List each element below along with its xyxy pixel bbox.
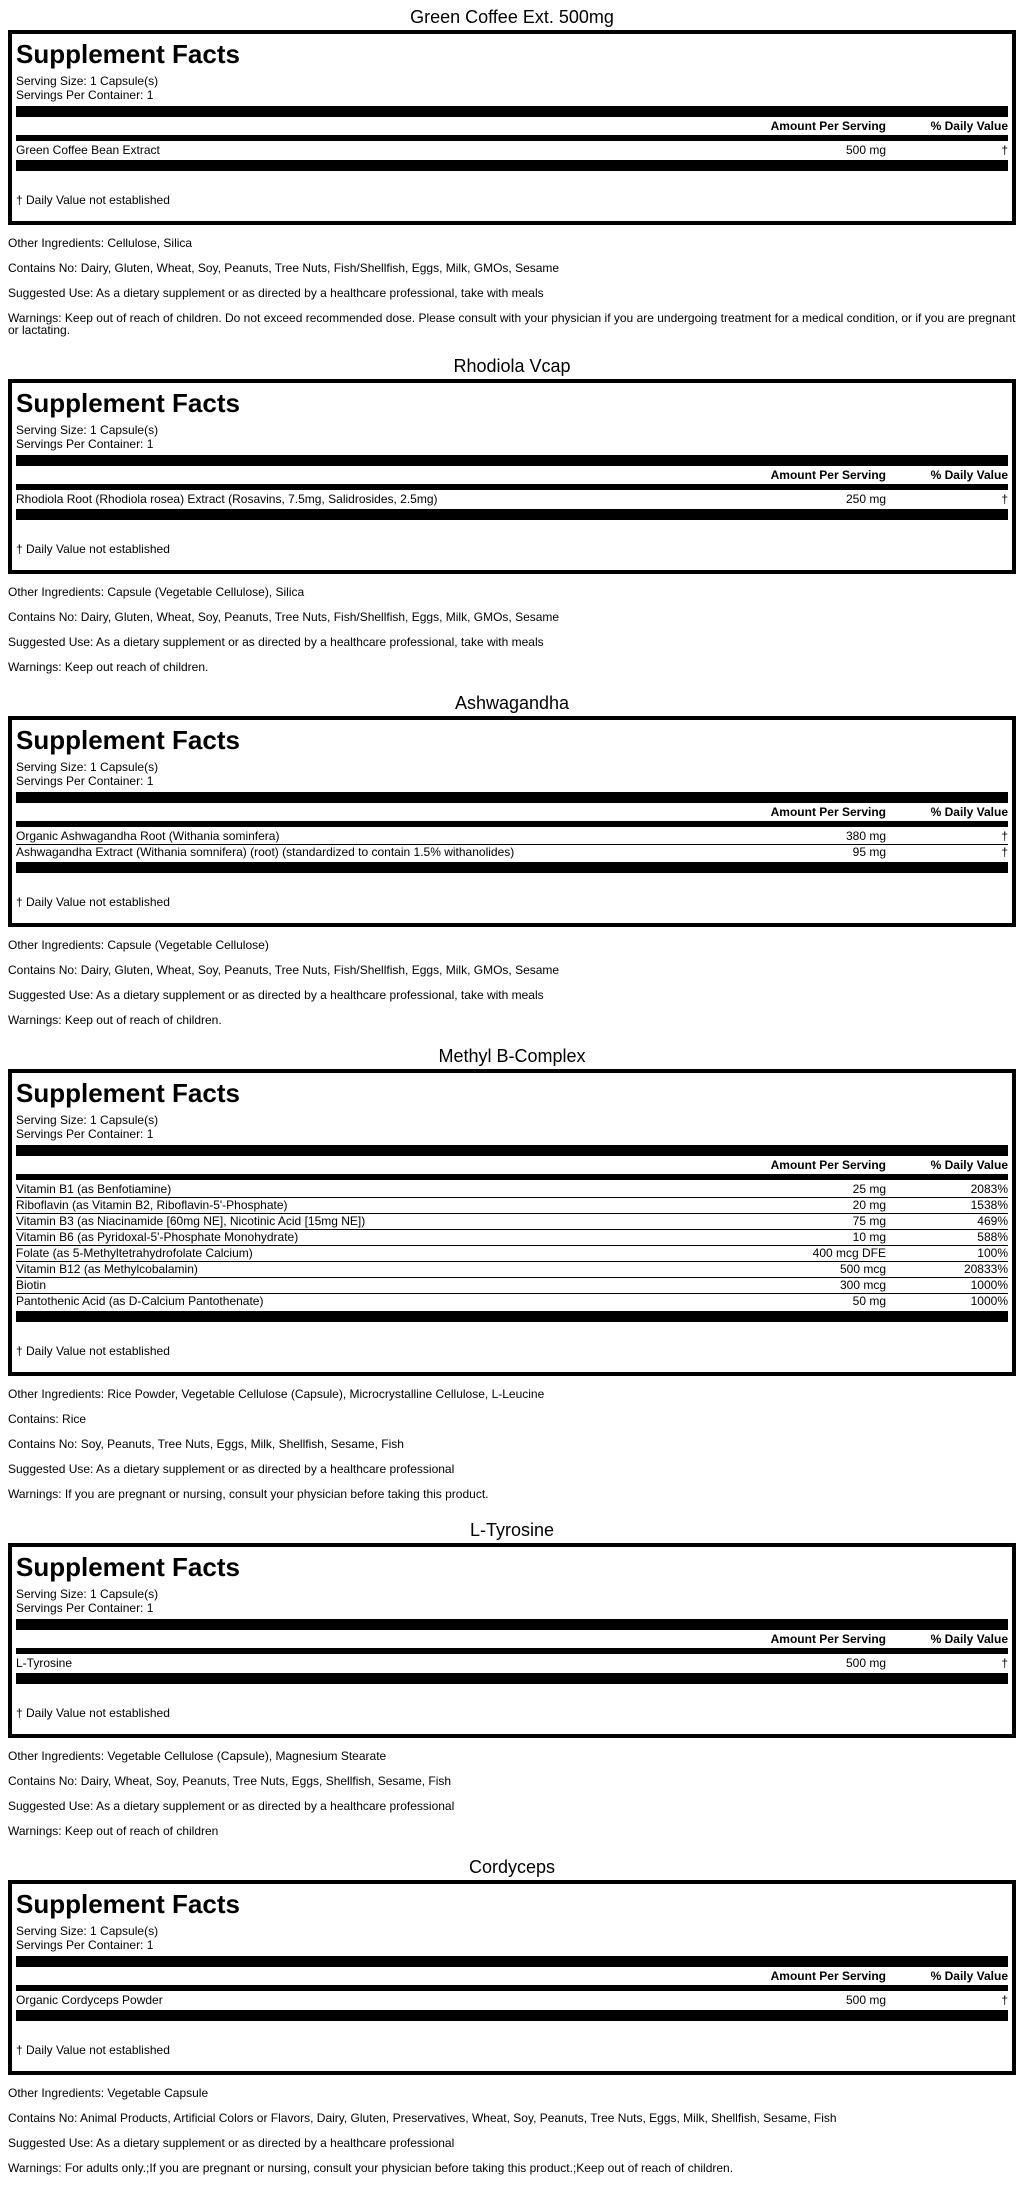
info-line: Suggested Use: As a dietary supplement or as directed by a healthcare professional xyxy=(8,1799,455,1813)
ingredient-amount: 20 mg xyxy=(746,1198,886,1214)
ingredient-name: Vitamin B6 (as Pyridoxal-5'-Phosphate Monohydrate) xyxy=(16,1230,746,1246)
info-line: Warnings: Keep out reach of children. xyxy=(8,660,209,674)
info-line: Contains No: Dairy, Gluten, Wheat, Soy, Peanuts, Tree Nuts, Fish/Shellfish, Eggs, Milk, GMOs, Sesame xyxy=(8,261,560,275)
name-column-header xyxy=(16,1632,746,1648)
info-line: Other Ingredients: Vegetable Capsule xyxy=(8,2086,209,2100)
info-line: Contains No: Soy, Peanuts, Tree Nuts, Eggs, Milk, Shellfish, Sesame, Fish xyxy=(8,1437,404,1451)
dv-column-header: % Daily Value xyxy=(930,119,1008,133)
info-line: Suggested Use: As a dietary supplement or as directed by a healthcare professional, take with meals xyxy=(8,988,544,1002)
ingredient-name: Vitamin B3 (as Niacinamide [60mg NE], Nicotinic Acid [15mg NE]) xyxy=(16,1214,746,1230)
ingredient-amount: 75 mg xyxy=(746,1214,886,1230)
facts-heading: Supplement Facts xyxy=(16,39,240,69)
ingredient-daily-value: † xyxy=(886,845,1008,861)
info-line: Other Ingredients: Cellulose, Silica xyxy=(8,236,193,250)
table-header-row xyxy=(16,805,1008,821)
facts-table-body xyxy=(16,829,1008,860)
ingredient-amount: 500 mg xyxy=(845,1656,886,1670)
ingredient-daily-value: 1538% xyxy=(886,1198,1008,1214)
amount-column-header: Amount Per Serving xyxy=(770,1158,886,1172)
divider-bar xyxy=(16,1174,1008,1180)
table-header-row xyxy=(16,1632,1008,1648)
ingredient-amount: 10 mg xyxy=(746,1230,886,1246)
ingredient-amount: 500 mg xyxy=(845,143,886,157)
product-title: Ashwagandha xyxy=(454,693,570,713)
divider-bar xyxy=(16,1145,1008,1156)
product-section xyxy=(8,349,1016,673)
product-title: Cordyceps xyxy=(468,1857,556,1877)
divider-bar xyxy=(16,1648,1008,1654)
ingredient-daily-value: † xyxy=(1001,1993,1008,2007)
footnote: † Daily Value not established xyxy=(16,1706,170,1720)
info-line: Contains: Rice xyxy=(8,1412,87,1426)
ingredient-amount: 250 mg xyxy=(845,492,886,506)
table-row xyxy=(16,1246,1008,1262)
ingredient-amount: 25 mg xyxy=(852,1182,886,1196)
table-row xyxy=(16,1214,1008,1230)
divider-bar xyxy=(16,106,1008,117)
ingredient-name: Biotin xyxy=(16,1278,746,1294)
footnote: † Daily Value not established xyxy=(16,193,170,207)
divider-bar xyxy=(16,792,1008,803)
dv-column-header: % Daily Value xyxy=(930,468,1008,482)
dv-column-header: % Daily Value xyxy=(930,1969,1008,1983)
name-column-header xyxy=(16,468,746,484)
ingredient-daily-value: 469% xyxy=(886,1214,1008,1230)
ingredient-name: Organic Cordyceps Powder xyxy=(16,1993,163,2007)
facts-table xyxy=(16,119,1008,135)
product-list xyxy=(8,0,1016,2174)
divider-bar xyxy=(16,2010,1008,2021)
facts-table-body xyxy=(16,1182,1008,1309)
ingredient-daily-value: † xyxy=(1001,492,1008,506)
ingredient-daily-value: 1000% xyxy=(886,1278,1008,1294)
product-info xyxy=(8,586,1016,673)
product-info xyxy=(8,939,1016,1026)
servings-per-container: Servings Per Container: 1 xyxy=(16,437,154,451)
table-header-row xyxy=(16,1969,1008,1985)
divider-bar xyxy=(16,821,1008,827)
divider-bar xyxy=(16,455,1008,466)
table-row xyxy=(16,1294,1008,1310)
table-row xyxy=(16,829,1008,845)
facts-table xyxy=(16,1158,1008,1174)
name-column-header xyxy=(16,805,746,821)
table-row xyxy=(16,143,1008,158)
facts-heading: Supplement Facts xyxy=(16,1552,240,1582)
ingredient-amount: 50 mg xyxy=(746,1294,886,1310)
dv-column-header: % Daily Value xyxy=(930,1632,1008,1646)
table-row xyxy=(16,1656,1008,1671)
amount-column-header: Amount Per Serving xyxy=(770,468,886,482)
facts-table xyxy=(16,1632,1008,1648)
facts-heading: Supplement Facts xyxy=(16,1889,240,1919)
serving-size: Serving Size: 1 Capsule(s) xyxy=(16,760,159,774)
product-title: L-Tyrosine xyxy=(469,1520,555,1540)
footnote: † Daily Value not established xyxy=(16,1344,170,1358)
divider-bar xyxy=(16,1985,1008,1991)
table-row xyxy=(16,1278,1008,1294)
servings-per-container: Servings Per Container: 1 xyxy=(16,1601,154,1615)
info-line: Other Ingredients: Capsule (Vegetable Cellulose), Silica xyxy=(8,585,305,599)
name-column-header xyxy=(16,1158,746,1174)
info-line: Warnings: For adults only.;If you are pregnant or nursing, consult your physician before taking this product.;Keep out of reach of children. xyxy=(8,2161,734,2175)
table-row xyxy=(16,1262,1008,1278)
product-section xyxy=(8,1850,1016,2174)
facts-table xyxy=(16,468,1008,484)
product-title: Rhodiola Vcap xyxy=(453,356,571,376)
ingredient-name: Organic Ashwagandha Root (Withania sominfera) xyxy=(16,829,280,843)
product-info xyxy=(8,1750,1016,1837)
info-line: Suggested Use: As a dietary supplement or as directed by a healthcare professional xyxy=(8,2136,455,2150)
info-line: Warnings: Keep out of reach of children. Do not exceed recommended dose. Please consult with your physician if you are undergoing treatment for a medical condition, or if you are pregnant or lactating. xyxy=(8,311,1016,337)
ingredient-daily-value: 2083% xyxy=(970,1182,1008,1196)
divider-bar xyxy=(16,1956,1008,1967)
table-header-row xyxy=(16,1158,1008,1174)
supplement-facts-panel xyxy=(8,30,1016,225)
info-line: Contains No: Animal Products, Artificial Colors or Flavors, Dairy, Gluten, Preservatives, Wheat, Soy, Peanuts, Tree Nuts, Eggs, Milk, Shellfish, Sesame, Fish xyxy=(8,2111,837,2125)
info-line: Suggested Use: As a dietary supplement or as directed by a healthcare professional, take with meals xyxy=(8,286,544,300)
divider-bar xyxy=(16,484,1008,490)
footnote: † Daily Value not established xyxy=(16,895,170,909)
supplement-facts-panel xyxy=(8,1543,1016,1738)
divider-bar xyxy=(16,1619,1008,1630)
info-line: Warnings: Keep out of reach of children. xyxy=(8,1013,222,1027)
info-line: Contains No: Dairy, Wheat, Soy, Peanuts, Tree Nuts, Eggs, Shellfish, Sesame, Fish xyxy=(8,1774,452,1788)
ingredient-amount: 380 mg xyxy=(845,829,886,843)
ingredient-daily-value: 1000% xyxy=(886,1294,1008,1310)
serving-size: Serving Size: 1 Capsule(s) xyxy=(16,1587,159,1601)
serving-size: Serving Size: 1 Capsule(s) xyxy=(16,1924,159,1938)
product-section xyxy=(8,686,1016,1026)
divider-bar xyxy=(16,160,1008,171)
ingredient-name: Ashwagandha Extract (Withania somnifera) (root) (standardized to contain 1.5% withanolides) xyxy=(16,845,746,861)
table-row xyxy=(16,1993,1008,2008)
info-line: Contains No: Dairy, Gluten, Wheat, Soy, Peanuts, Tree Nuts, Fish/Shellfish, Eggs, Milk, GMOs, Sesame xyxy=(8,610,560,624)
divider-bar xyxy=(16,1673,1008,1684)
table-row xyxy=(16,1182,1008,1198)
product-title: Green Coffee Ext. 500mg xyxy=(410,7,614,27)
supplement-facts-panel xyxy=(8,1069,1016,1376)
name-column-header xyxy=(16,119,746,135)
facts-table xyxy=(16,805,1008,821)
footnote: † Daily Value not established xyxy=(16,542,170,556)
servings-per-container: Servings Per Container: 1 xyxy=(16,774,154,788)
table-header-row xyxy=(16,468,1008,484)
table-row xyxy=(16,492,1008,507)
facts-table-body xyxy=(16,143,1008,158)
table-header-row xyxy=(16,119,1008,135)
info-line: Other Ingredients: Capsule (Vegetable Cellulose) xyxy=(8,938,269,952)
table-row xyxy=(16,1230,1008,1246)
serving-size: Serving Size: 1 Capsule(s) xyxy=(16,423,159,437)
product-title: Methyl B-Complex xyxy=(438,1046,586,1066)
ingredient-amount: 400 mcg DFE xyxy=(746,1246,886,1262)
divider-bar xyxy=(16,862,1008,873)
ingredient-daily-value: 20833% xyxy=(886,1262,1008,1278)
facts-table xyxy=(16,1969,1008,1985)
ingredient-name: Folate (as 5-Methyltetrahydrofolate Calcium) xyxy=(16,1246,746,1262)
amount-column-header: Amount Per Serving xyxy=(770,1969,886,1983)
product-section xyxy=(8,1513,1016,1837)
info-line: Warnings: If you are pregnant or nursing, consult your physician before taking this product. xyxy=(8,1487,489,1501)
divider-bar xyxy=(16,135,1008,141)
name-column-header xyxy=(16,1969,746,1985)
divider-bar xyxy=(16,509,1008,520)
ingredient-name: Riboflavin (as Vitamin B2, Riboflavin-5'-Phosphate) xyxy=(16,1198,746,1214)
product-info xyxy=(8,2087,1016,2174)
servings-per-container: Servings Per Container: 1 xyxy=(16,1938,154,1952)
divider-bar xyxy=(16,1311,1008,1322)
ingredient-daily-value: † xyxy=(1001,829,1008,843)
serving-size: Serving Size: 1 Capsule(s) xyxy=(16,1113,159,1127)
facts-table-body xyxy=(16,1656,1008,1671)
ingredient-name: Vitamin B12 (as Methylcobalamin) xyxy=(16,1262,746,1278)
supplement-facts-panel xyxy=(8,1880,1016,2075)
product-info xyxy=(8,1388,1016,1500)
ingredient-name: L-Tyrosine xyxy=(16,1656,73,1670)
servings-per-container: Servings Per Container: 1 xyxy=(16,88,154,102)
servings-per-container: Servings Per Container: 1 xyxy=(16,1127,154,1141)
ingredient-amount: 95 mg xyxy=(746,845,886,861)
ingredient-amount: 500 mg xyxy=(845,1993,886,2007)
facts-heading: Supplement Facts xyxy=(16,1078,240,1108)
info-line: Warnings: Keep out of reach of children xyxy=(8,1824,219,1838)
ingredient-amount: 500 mcg xyxy=(746,1262,886,1278)
amount-column-header: Amount Per Serving xyxy=(770,1632,886,1646)
facts-table-body xyxy=(16,492,1008,507)
supplement-facts-panel xyxy=(8,379,1016,574)
ingredient-amount: 300 mcg xyxy=(746,1278,886,1294)
facts-heading: Supplement Facts xyxy=(16,725,240,755)
amount-column-header: Amount Per Serving xyxy=(770,805,886,819)
info-line: Contains No: Dairy, Gluten, Wheat, Soy, Peanuts, Tree Nuts, Fish/Shellfish, Eggs, Milk, GMOs, Sesame xyxy=(8,963,560,977)
supplement-facts-panel xyxy=(8,716,1016,927)
product-section xyxy=(8,0,1016,336)
ingredient-name: Pantothenic Acid (as D-Calcium Pantothenate) xyxy=(16,1294,746,1310)
info-line: Suggested Use: As a dietary supplement or as directed by a healthcare professional xyxy=(8,1462,455,1476)
info-line: Other Ingredients: Rice Powder, Vegetable Cellulose (Capsule), Microcrystalline Cellulose, L-Leucine xyxy=(8,1387,545,1401)
ingredient-name: Vitamin B1 (as Benfotiamine) xyxy=(16,1182,172,1196)
ingredient-daily-value: 588% xyxy=(886,1230,1008,1246)
amount-column-header: Amount Per Serving xyxy=(770,119,886,133)
ingredient-name: Rhodiola Root (Rhodiola rosea) Extract (Rosavins, 7.5mg, Salidrosides, 2.5mg) xyxy=(16,492,438,506)
info-line: Suggested Use: As a dietary supplement or as directed by a healthcare professional, take with meals xyxy=(8,635,544,649)
product-info xyxy=(8,237,1016,336)
ingredient-daily-value: 100% xyxy=(886,1246,1008,1262)
dv-column-header: % Daily Value xyxy=(930,1158,1008,1172)
ingredient-daily-value: † xyxy=(1001,143,1008,157)
facts-table-body xyxy=(16,1993,1008,2008)
ingredient-name: Green Coffee Bean Extract xyxy=(16,143,160,157)
table-row xyxy=(16,1198,1008,1214)
dv-column-header: % Daily Value xyxy=(930,805,1008,819)
footnote: † Daily Value not established xyxy=(16,2043,170,2057)
serving-size: Serving Size: 1 Capsule(s) xyxy=(16,74,159,88)
ingredient-daily-value: † xyxy=(1001,1656,1008,1670)
info-line: Other Ingredients: Vegetable Cellulose (Capsule), Magnesium Stearate xyxy=(8,1749,387,1763)
table-row xyxy=(16,845,1008,861)
product-section xyxy=(8,1039,1016,1500)
facts-heading: Supplement Facts xyxy=(16,388,240,418)
